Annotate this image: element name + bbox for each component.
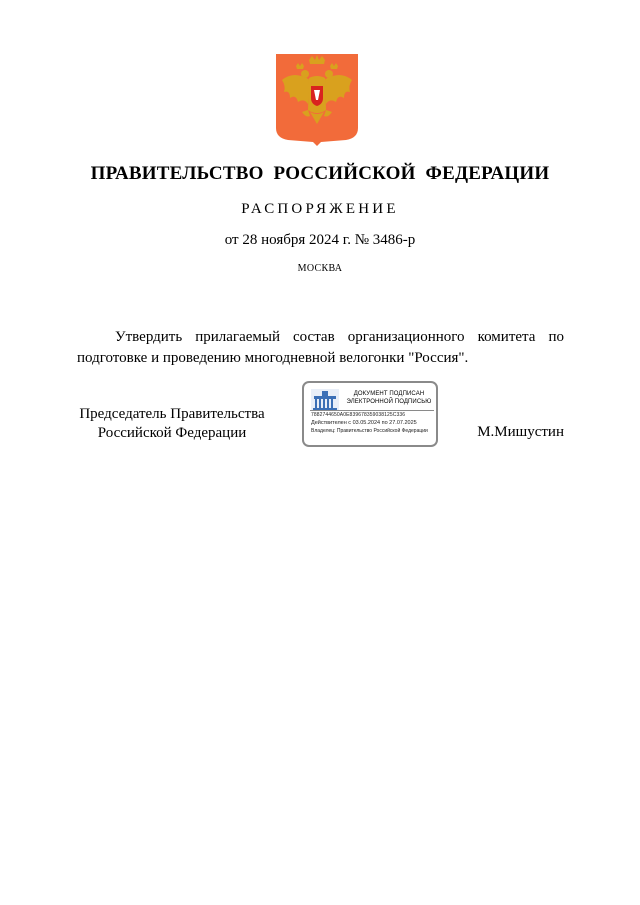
document-type: РАСПОРЯЖЕНИЕ: [241, 201, 399, 217]
stamp-owner: Владелец: Правительство Российской Федерации: [311, 428, 428, 434]
stamp-header: [344, 390, 434, 406]
document-date-number: от 28 ноября 2024 г. № 3486-р: [224, 232, 416, 248]
coat-of-arms-icon: [276, 54, 358, 146]
signer-position: [62, 405, 282, 443]
electronic-signature-stamp: [302, 381, 438, 447]
order-text: Утвердить прилагаемый состав организационного комитета по подготовке и проведению многодневной велогонки "Россия".: [77, 329, 564, 366]
stamp-validity: Действителен с 03.05.2024 по 27.07.2025: [311, 420, 417, 426]
stamp-divider: [310, 410, 434, 411]
signer-position-line-2: Российской Федерации: [97, 425, 247, 441]
government-building-icon: [311, 389, 339, 411]
stamp-header-line-1: ДОКУМЕНТ ПОДПИСАН: [353, 391, 425, 397]
signer-position-line-1: Председатель Правительства: [79, 406, 265, 422]
signer-name: М.Мишустин: [477, 424, 564, 440]
stamp-header-line-2: ЭЛЕКТРОННОЙ ПОДПИСЬЮ: [346, 399, 432, 405]
stamp-certificate: 7882744650A0E839678359038125C336: [311, 412, 406, 418]
document-city: МОСКВА: [297, 263, 343, 274]
government-title: ПРАВИТЕЛЬСТВО РОССИЙСКОЙ ФЕДЕРАЦИИ: [90, 163, 550, 184]
